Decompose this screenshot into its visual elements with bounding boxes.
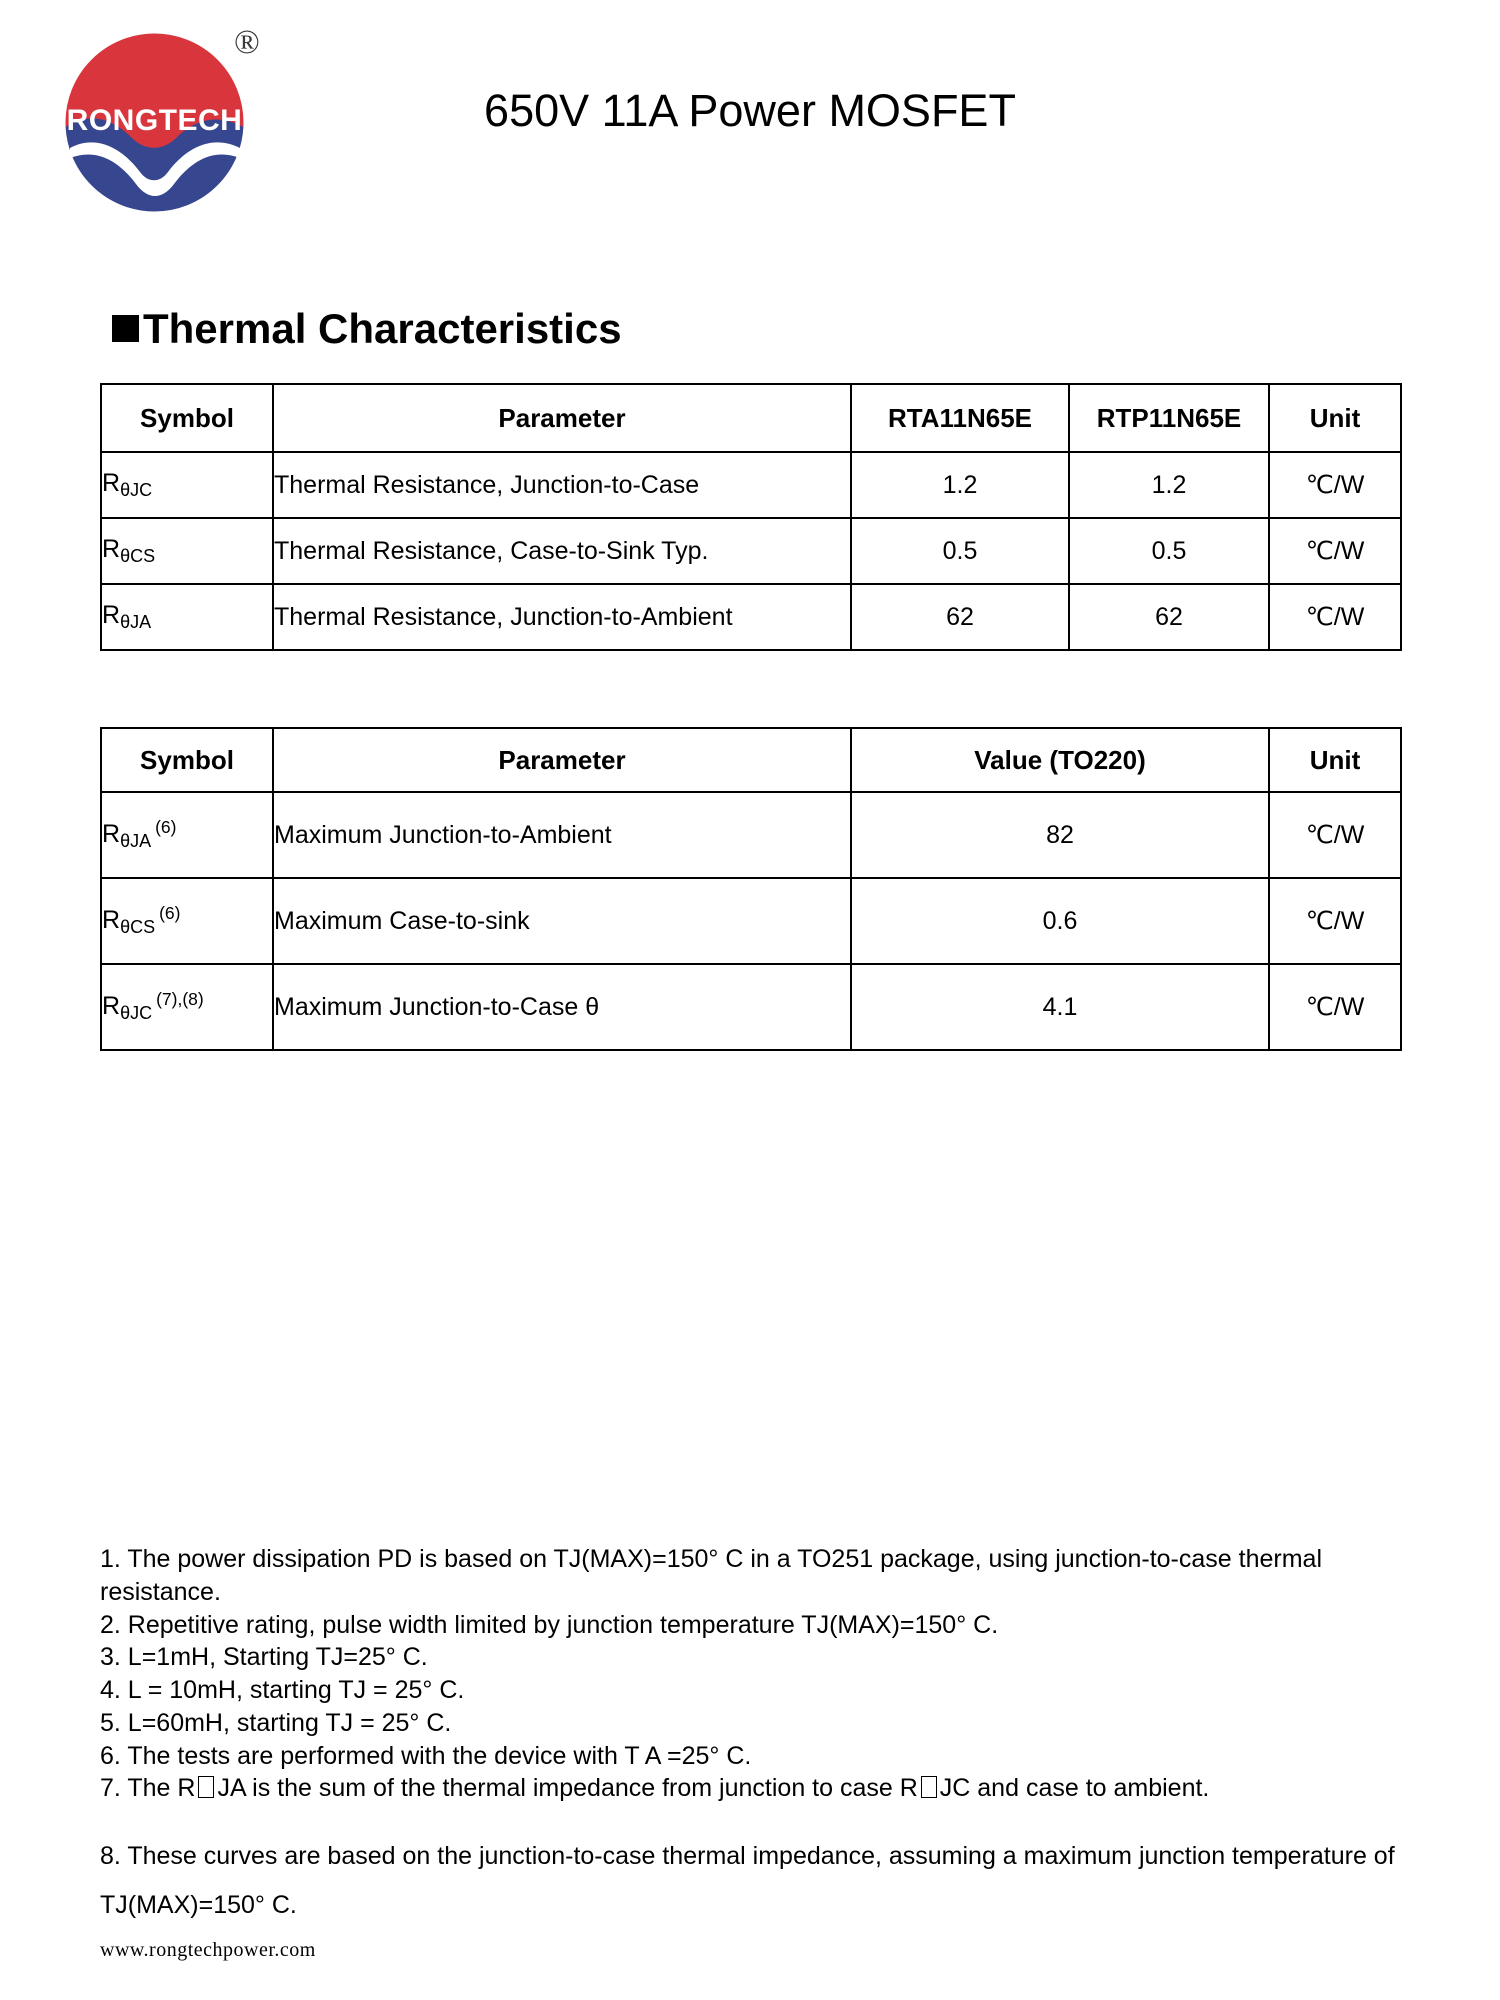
cell-symbol xyxy=(101,878,273,964)
cell-symbol xyxy=(101,518,273,584)
table-row xyxy=(101,452,1401,518)
symbol-base: R xyxy=(102,534,121,563)
footnote-7-part3: JC and case to ambient. xyxy=(939,1774,1210,1803)
footnote-1: 1. The power dissipation PD is based on TJ(MAX)=150° C in a TO251 package, using junction-to-case thermal resistance. xyxy=(100,1545,1322,1606)
symbol-footnote-ref: (6) xyxy=(155,817,177,838)
thermal-resistance-table xyxy=(100,383,1402,651)
column-header-value-to220: Value (TO220) xyxy=(851,728,1269,792)
symbol-base: R xyxy=(102,468,121,497)
cell-value: 4.1 xyxy=(851,964,1269,1050)
footnote-6: 6. The tests are performed with the device with T A =25° C. xyxy=(100,1741,752,1770)
company-logo xyxy=(62,18,262,198)
cell-value: 0.6 xyxy=(851,878,1269,964)
cell-unit: ℃/W xyxy=(1269,878,1401,964)
cell-symbol xyxy=(101,452,273,518)
cell-value: 82 xyxy=(851,792,1269,878)
to220-thermal-table xyxy=(100,727,1402,1051)
cell-symbol xyxy=(101,584,273,650)
cell-unit: ℃/W xyxy=(1269,452,1401,518)
rongtech-logo-icon xyxy=(62,30,247,215)
column-header-parameter: Parameter xyxy=(273,728,851,792)
cell-symbol xyxy=(101,792,273,878)
symbol-subscript: θCS xyxy=(120,546,156,567)
cell-rtp11n65e: 1.2 xyxy=(1069,452,1269,518)
footnote-7-part1: 7. The R xyxy=(100,1774,196,1803)
cell-parameter: Maximum Junction-to-Ambient xyxy=(273,792,851,878)
svg-text:RONGTECH: RONGTECH xyxy=(66,104,243,137)
symbol-base: R xyxy=(102,600,121,629)
footnotes-list xyxy=(100,1543,1420,1805)
symbol-subscript: θCS xyxy=(120,917,156,938)
footnote-7-part2: JA is the sum of the thermal impedance from junction to case R xyxy=(217,1774,918,1803)
footnote-7 xyxy=(100,1772,1420,1805)
table-row xyxy=(101,584,1401,650)
section-heading xyxy=(112,305,622,353)
footer-website-url: www.rongtechpower.com xyxy=(100,1939,316,1961)
cell-parameter: Maximum Junction-to-Case θ xyxy=(273,964,851,1050)
symbol-subscript: θJA xyxy=(120,612,152,633)
table-row xyxy=(101,964,1401,1050)
missing-glyph-box-icon xyxy=(198,1776,214,1798)
table-row xyxy=(101,518,1401,584)
cell-unit: ℃/W xyxy=(1269,964,1401,1050)
symbol-footnote-ref: (7),(8) xyxy=(156,989,204,1010)
table-row xyxy=(101,878,1401,964)
cell-parameter: Maximum Case-to-sink xyxy=(273,878,851,964)
footnote-2: 2. Repetitive rating, pulse width limited by junction temperature TJ(MAX)=150° C. xyxy=(100,1610,999,1639)
symbol-subscript: θJC xyxy=(120,480,153,501)
cell-symbol xyxy=(101,964,273,1050)
section-heading-label: Thermal Characteristics xyxy=(143,305,622,352)
symbol-base: R xyxy=(102,992,121,1021)
cell-rtp11n65e: 0.5 xyxy=(1069,518,1269,584)
page-header xyxy=(0,0,1500,215)
footnote-4: 4. L = 10mH, starting TJ = 25° C. xyxy=(100,1676,465,1704)
black-square-icon xyxy=(112,315,139,342)
column-header-rtp11n65e: RTP11N65E xyxy=(1069,384,1269,452)
cell-rta11n65e: 0.5 xyxy=(851,518,1069,584)
table-header-row xyxy=(101,728,1401,792)
cell-unit: ℃/W xyxy=(1269,792,1401,878)
cell-parameter: Thermal Resistance, Junction-to-Ambient xyxy=(273,584,851,650)
table-row xyxy=(101,792,1401,878)
column-header-symbol: Symbol xyxy=(101,728,273,792)
footnote-8: 8. These curves are based on the junction-to-case thermal impedance, assuming a maximum junction temperature of TJ(MAX)=150° C. xyxy=(100,1842,1395,1919)
footnote-3: 3. L=1mH, Starting TJ=25° C. xyxy=(100,1643,428,1672)
column-header-rta11n65e: RTA11N65E xyxy=(851,384,1069,452)
cell-rta11n65e: 62 xyxy=(851,584,1069,650)
cell-parameter: Thermal Resistance, Junction-to-Case xyxy=(273,452,851,518)
column-header-parameter: Parameter xyxy=(273,384,851,452)
symbol-footnote-ref: (6) xyxy=(159,903,181,924)
column-header-unit: Unit xyxy=(1269,384,1401,452)
column-header-unit: Unit xyxy=(1269,728,1401,792)
column-header-symbol: Symbol xyxy=(101,384,273,452)
symbol-base: R xyxy=(102,820,121,849)
registered-trademark-icon: ® xyxy=(234,24,260,61)
symbol-subscript: θJA xyxy=(120,831,152,852)
footnote-5: 5. L=60mH, starting TJ = 25° C. xyxy=(100,1708,452,1737)
table-header-row xyxy=(101,384,1401,452)
cell-parameter: Thermal Resistance, Case-to-Sink Typ. xyxy=(273,518,851,584)
symbol-base: R xyxy=(102,906,121,935)
cell-rtp11n65e: 62 xyxy=(1069,584,1269,650)
cell-unit: ℃/W xyxy=(1269,518,1401,584)
cell-rta11n65e: 1.2 xyxy=(851,452,1069,518)
page-title: 650V 11A Power MOSFET xyxy=(484,85,1016,136)
symbol-subscript: θJC xyxy=(120,1003,153,1024)
missing-glyph-box-icon xyxy=(921,1776,937,1798)
cell-unit: ℃/W xyxy=(1269,584,1401,650)
